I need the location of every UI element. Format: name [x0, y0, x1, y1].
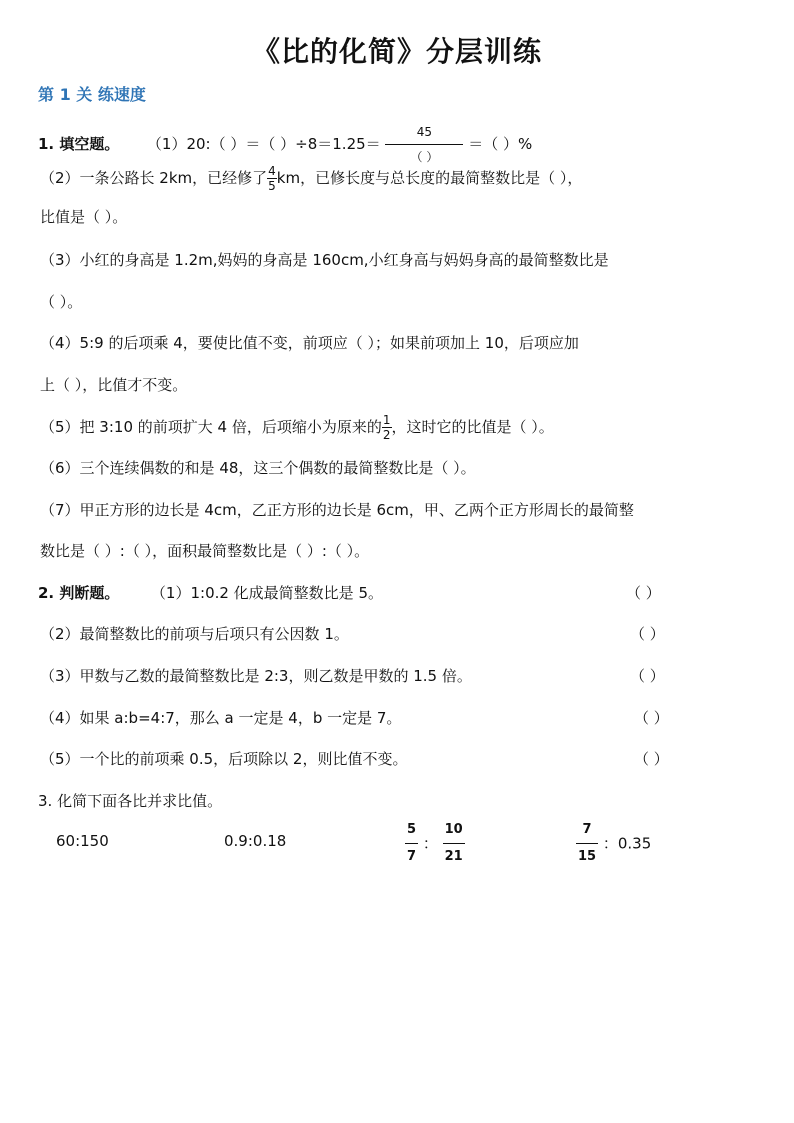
q1-p5-frac-num: 1 [382, 413, 391, 427]
q3-expr-4 [576, 820, 651, 867]
q1-p1-text-a: （1）20:（ ）＝（ ）÷8＝1.25＝ [146, 135, 381, 153]
q2-item-1 [38, 583, 383, 603]
q3-e3-a-den: 7 [405, 843, 418, 867]
q2-item-blank: （ ） [634, 750, 669, 768]
q1-p2-text-b: km，已修长度与总长度的最简整数比是（ ）， [276, 169, 583, 187]
q3-e4-frac-a [576, 820, 598, 867]
q2-item-text: （1）1:0.2 化成最简整数比是 5。 [150, 584, 383, 602]
q1-p3-text-a: （3）小红的身高是 1.2m,妈妈的身高是 160cm,小红身高与妈妈身高的最简整数比是 [40, 251, 609, 269]
q1-part1 [38, 122, 532, 167]
q3-e3-frac-a [405, 820, 418, 867]
q3-e3-b-den: 21 [443, 843, 465, 867]
q2-item-blank: （ ） [634, 709, 669, 727]
q1-p2-frac-den: 5 [268, 179, 276, 193]
level-heading: 第 1 关 练速度 [38, 85, 146, 104]
q1-part2 [40, 165, 582, 192]
q3-e3-frac-b [443, 820, 465, 867]
q3-label: 3. 化简下面各比并求比值。 [38, 792, 223, 810]
q2-item-blank: （ ） [626, 584, 661, 602]
page-title: 《比的化简》分层训练 [251, 35, 542, 68]
q1-p5-text-b: ，这时它的比值是（ ）。 [391, 418, 554, 436]
q2-item-text: （4）如果 a:b=4:7，那么 a 一定是 4，b 一定是 7。 [40, 709, 402, 727]
q1-p4-text-a: （4）5:9 的后项乘 4，要使比值不变，前项应（ ）；如果前项加上 10，后项应加 [40, 334, 579, 352]
q3-expr-1: 60:150 [56, 832, 109, 850]
q1-p5-text-a: （5）把 3:10 的前项扩大 4 倍，后项缩小为原来的 [40, 418, 382, 436]
q1-p3-text-b: （ ）。 [40, 293, 83, 311]
q3-e3-b-num: 10 [444, 822, 463, 837]
q1-part5 [40, 414, 554, 441]
q1-label: 1. 填空题。 [38, 135, 120, 153]
q1-p2-text-a: （2）一条公路长 2km，已经修了 [40, 169, 268, 187]
q1-p4-text-b: 上（ ），比值才不变。 [40, 376, 188, 394]
q1-p1-frac-den: （ ） [385, 144, 463, 167]
q2-label: 2. 判断题。 [38, 584, 120, 602]
q2-item-blank: （ ） [630, 625, 665, 643]
q1-p5-frac-den: 2 [382, 428, 391, 442]
q1-p6-text: （6）三个连续偶数的和是 48，这三个偶数的最简整数比是（ ）。 [40, 459, 476, 477]
q1-p1-text-b: ＝（ ）% [468, 135, 533, 153]
q3-e4-a-num: 7 [582, 822, 592, 837]
q2-item-text: （2）最简整数比的前项与后项只有公因数 1。 [40, 625, 349, 643]
q2-item-text: （5）一个比的前项乘 0.5，后项除以 2，则比值不变。 [40, 750, 408, 768]
q3-e4-a-den: 15 [576, 843, 598, 867]
q1-p7-text-b: 数比是（ ）:（ ），面积最简整数比是（ ）:（ ）。 [40, 542, 370, 560]
q2-item-text: （3）甲数与乙数的最简整数比是 2:3，则乙数是甲数的 1.5 倍。 [40, 667, 472, 685]
q3-e3-a-num: 5 [407, 822, 417, 837]
q3-e4-rest: ：0.35 [602, 834, 652, 853]
q1-p5-fraction [382, 414, 392, 441]
q1-p1-frac-num: 45 [416, 125, 433, 139]
q1-p7-text-a: （7）甲正方形的边长是 4cm，乙正方形的边长是 6cm，甲、乙两个正方形周长的最简整 [40, 501, 634, 519]
q2-item-blank: （ ） [630, 667, 665, 685]
q3-e3-colon: ： [422, 834, 438, 853]
q3-expr-3 [405, 820, 465, 867]
q1-p2-text-c: 比值是（ ）。 [40, 208, 128, 226]
q1-p1-fraction [385, 122, 463, 167]
q1-p2-fraction [267, 165, 277, 192]
q3-expr-2: 0.9:0.18 [224, 832, 287, 850]
q1-p2-frac-num: 4 [268, 164, 276, 178]
